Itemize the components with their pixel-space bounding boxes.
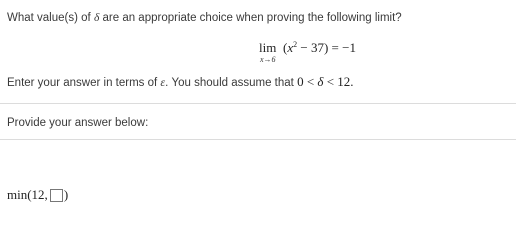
lim-function: [283, 40, 356, 56]
lim-exponent: 2: [293, 40, 298, 49]
epsilon-symbol: ε: [160, 75, 166, 89]
answer-input[interactable]: [50, 189, 63, 202]
answer-prompt: Provide your answer below:: [7, 117, 149, 129]
section-divider-bottom: [0, 139, 516, 140]
delta-symbol: δ: [93, 12, 100, 24]
instruction-lead: Enter your answer in terms of: [7, 77, 158, 89]
answer-row: [7, 186, 68, 204]
lim-open-paren: (: [283, 40, 288, 55]
instruction-text: [7, 74, 354, 90]
answer-prefix: min(12,: [7, 187, 48, 202]
lim-rest: − 37) = −1: [297, 40, 356, 55]
ineq-delta: δ: [317, 74, 324, 89]
answer-suffix: ): [63, 187, 69, 202]
lim-subscript: x→6: [260, 55, 276, 64]
lim-variable: x: [287, 40, 294, 55]
question-text: [7, 12, 402, 24]
lim-operator: lim: [259, 40, 277, 55]
instruction-middle: . You should assume that: [165, 77, 294, 89]
delta-inequality: [297, 74, 353, 89]
limit-expression: [259, 40, 419, 68]
question-suffix: are an appropriate choice when proving the following limit?: [102, 12, 402, 24]
section-divider-top: [0, 103, 516, 104]
ineq-right: < 12.: [326, 74, 354, 89]
question-prefix: What value(s) of: [7, 12, 91, 24]
ineq-left: 0 <: [297, 74, 315, 89]
